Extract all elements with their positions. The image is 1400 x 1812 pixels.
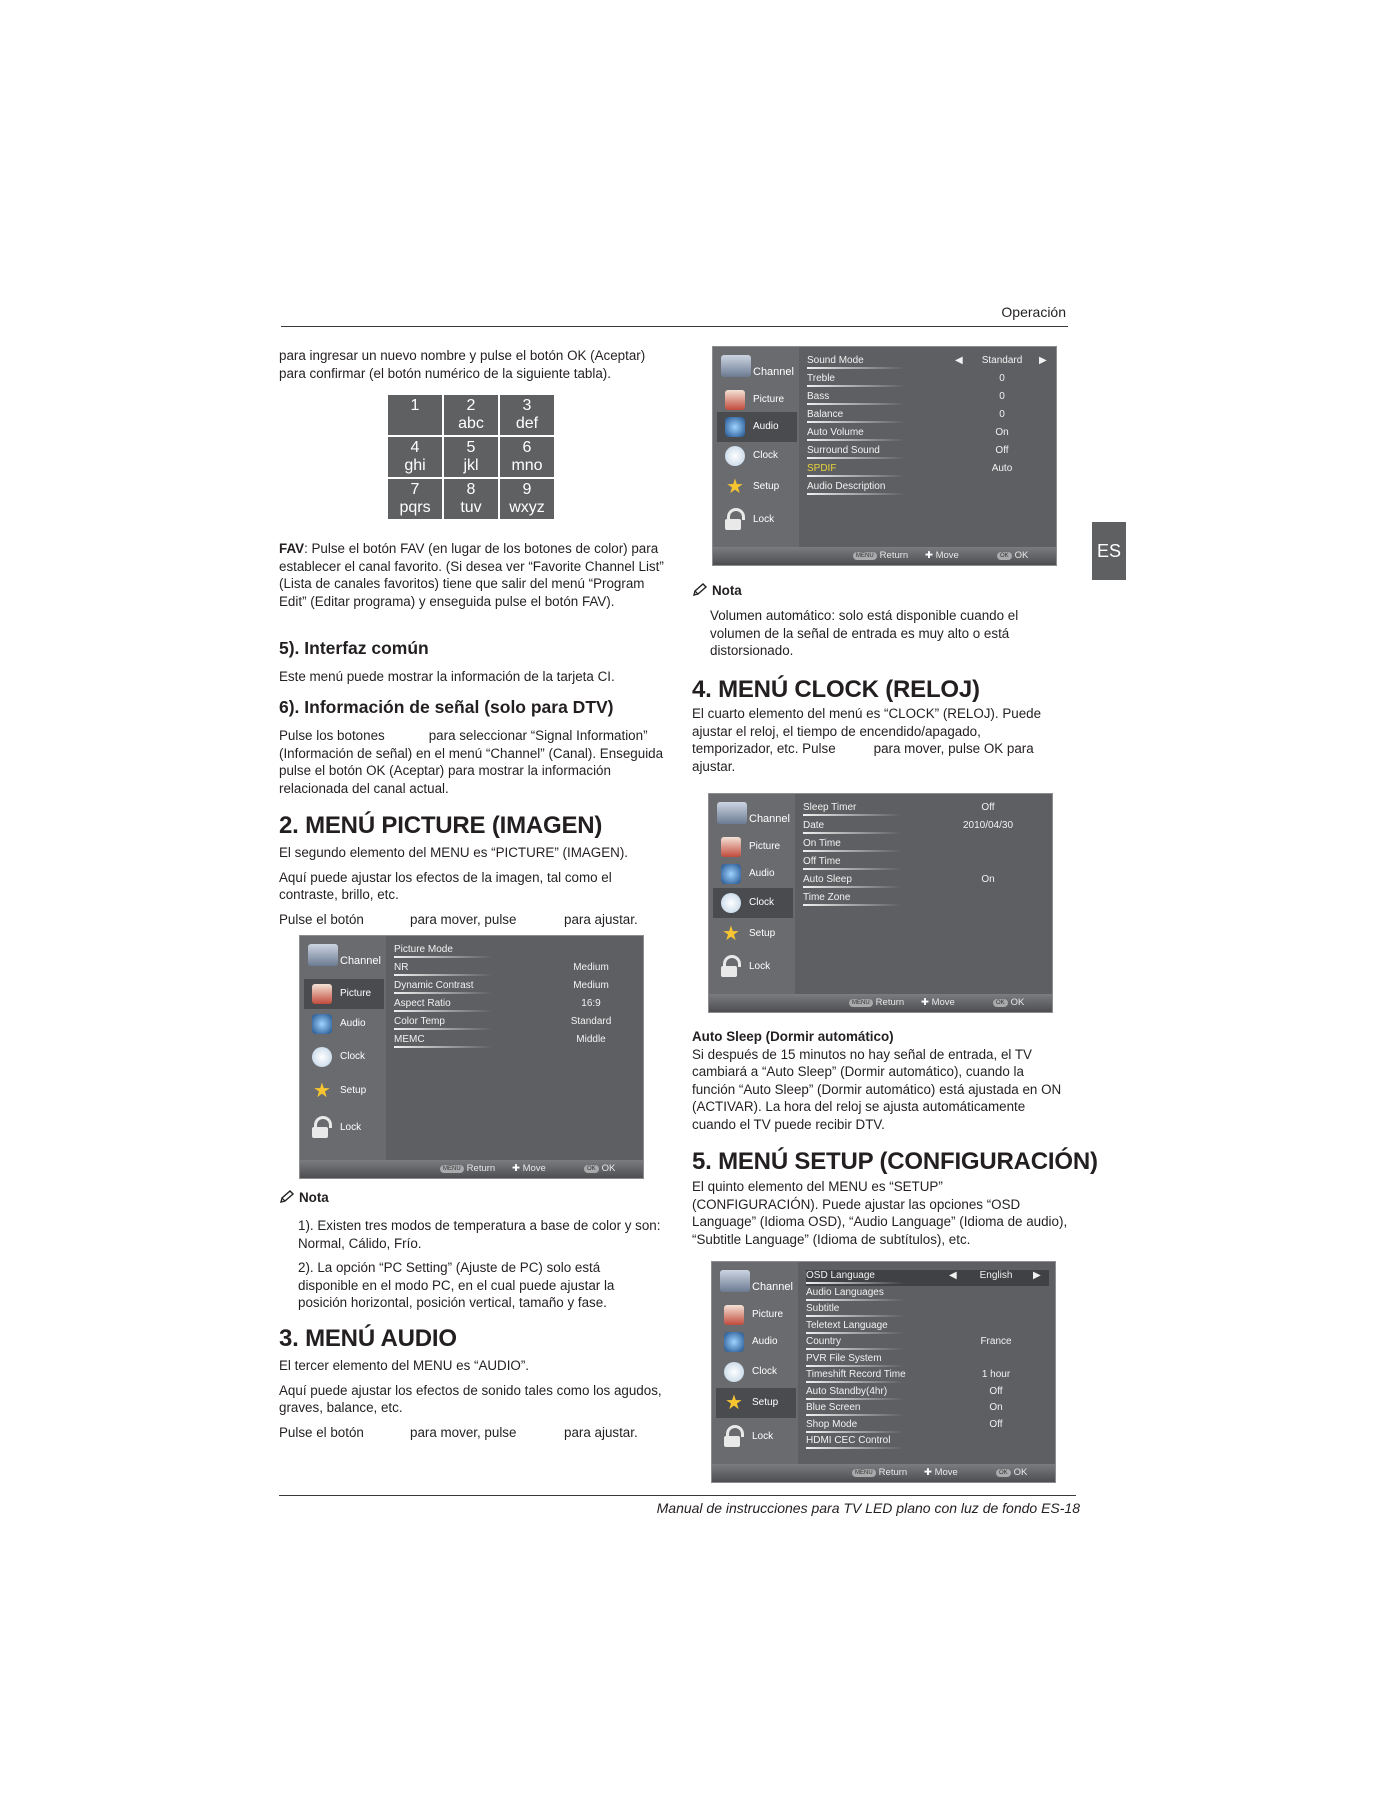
tv-sidebar-item-clock[interactable]: Clock: [716, 1357, 796, 1387]
channel-icon: [721, 355, 751, 377]
tv-menu-row-underline: [803, 868, 901, 870]
tv-menu-row-label: Timeshift Record Time: [806, 1369, 906, 1380]
tv-menu-row-label: NR: [394, 962, 409, 973]
tv-sidebar-item-setup[interactable]: ★ Setup: [726, 475, 780, 498]
page-header-title: Operación: [1001, 304, 1066, 320]
keypad-key-8: 8 tuv: [444, 479, 498, 519]
channel-icon: [308, 944, 338, 966]
keypad-key-4: 4 ghi: [388, 437, 442, 477]
tv-menu-row[interactable]: [806, 1386, 1049, 1402]
fav-section: [279, 540, 664, 617]
picture-icon: [724, 1305, 744, 1325]
tv-menu-row[interactable]: [806, 1320, 1049, 1336]
tv-menu-row-label: Off Time: [803, 856, 841, 867]
tv-menu-row[interactable]: [807, 409, 1050, 425]
tv-menu-row[interactable]: [806, 1353, 1049, 1369]
tv-menu-row-underline: [806, 1414, 904, 1416]
tv-sidebar-item-lock[interactable]: Lock: [713, 952, 793, 982]
tv-menu-panel: [386, 936, 643, 1160]
lock-icon: [723, 955, 741, 967]
tv-menu-row[interactable]: [806, 1270, 1049, 1286]
tv-sidebar-item-setup[interactable]: ★ Setup: [722, 922, 776, 945]
tv-footer-move[interactable]: ✚ Move: [924, 1467, 958, 1478]
audio-icon: [312, 1014, 332, 1034]
tv-menu-row-label: SPDIF: [807, 463, 837, 474]
audio-text-3: Pulse el botón para mover, pulse para ajustar.: [279, 1424, 638, 1440]
tv-menu-row-label: MEMC: [394, 1034, 425, 1045]
tv-footer-ok[interactable]: OK OK: [996, 1467, 1027, 1478]
tv-menu-row-label: Aspect Ratio: [394, 998, 451, 1009]
tv-menu-row[interactable]: [807, 445, 1050, 461]
heading-clock-menu: 4. MENÚ CLOCK (RELOJ): [692, 676, 980, 703]
tv-menu-row-underline: [806, 1381, 904, 1383]
picture-icon: [721, 837, 741, 857]
tv-menu-row-value: On: [981, 874, 995, 885]
audio-text-2: Aquí puede ajustar los efectos de sonido tales como los agudos, graves, balance, etc.: [279, 1382, 662, 1415]
tv-menu-row-underline: [394, 1010, 492, 1012]
language-tab: ES: [1092, 522, 1126, 580]
tv-sidebar-item-lock[interactable]: Lock: [717, 505, 797, 535]
tv-menu-row-label: Subtitle: [806, 1303, 840, 1314]
tv-menu-row[interactable]: [807, 463, 1050, 479]
tv-sidebar-item-audio[interactable]: Audio: [716, 1327, 796, 1357]
tv-menu-row[interactable]: [394, 962, 637, 978]
setup-star-icon: ★: [722, 922, 740, 945]
clock-icon: [724, 1362, 744, 1382]
keypad-key-5: 5 jkl: [444, 437, 498, 477]
tv-menu-row[interactable]: [807, 481, 1050, 497]
tv-footer-bar: [709, 994, 1052, 1012]
tv-menu-row-underline: [807, 457, 905, 459]
tv-footer-move[interactable]: ✚ Move: [512, 1163, 546, 1174]
left-column: [279, 347, 664, 389]
tv-menu-row-label: Sleep Timer: [803, 802, 857, 813]
tv-menu-row-underline: [807, 439, 905, 441]
tv-menu-row-underline: [807, 367, 905, 369]
tv-menu-row-value: 0: [999, 409, 1005, 420]
keypad-key-9: 9 wxyz: [500, 479, 554, 519]
tv-menu-row-value: On: [989, 1402, 1003, 1413]
move-cross-icon: ✚: [512, 1163, 523, 1174]
tv-footer-ok[interactable]: OK OK: [584, 1163, 615, 1174]
right-arrow-icon[interactable]: ▶: [1033, 1270, 1041, 1281]
audio-icon: [724, 1332, 744, 1352]
picture-text-3: Pulse el botón para mover, pulse para ajustar.: [279, 911, 638, 927]
tv-menu-row-label: Audio Description: [807, 481, 886, 492]
keypad-key-2: 2 abc: [444, 395, 498, 435]
tv-menu-row-underline: [803, 814, 901, 816]
tv-menu-row[interactable]: [803, 874, 1046, 890]
note-item-1: 1). Existen tres modos de temperatura a base de color y son: Normal, Cálido, Frío.: [298, 1218, 661, 1251]
numeric-keypad: [388, 395, 554, 519]
tv-menu-row-label: Surround Sound: [807, 445, 880, 456]
header-rule: [281, 326, 1068, 327]
tv-menu-picture: [299, 935, 644, 1179]
clock-icon: [725, 446, 745, 466]
tv-sidebar: [300, 936, 386, 1160]
fav-label: FAV: [279, 541, 305, 556]
note-item-2: 2). La opción “PC Setting” (Ajuste de PC) solo está disponible en el modo PC, en el cual puede ajustar la posición horizontal, posición vertical, tamaño y fase.: [298, 1260, 615, 1310]
tv-menu-row-value: English: [979, 1270, 1013, 1281]
pencil-icon: [279, 1190, 295, 1204]
tv-menu-row-label: Auto Sleep: [803, 874, 852, 885]
setup-star-icon: ★: [313, 1079, 331, 1102]
tv-menu-row-underline: [394, 956, 492, 958]
tv-menu-row[interactable]: [806, 1402, 1049, 1418]
left-arrow-icon[interactable]: ◀: [955, 355, 963, 366]
tv-menu-row-underline: [394, 1028, 492, 1030]
tv-menu-panel: [795, 794, 1052, 994]
tv-menu-row-label: Bass: [807, 391, 830, 402]
tv-menu-row[interactable]: [806, 1303, 1049, 1319]
interfaz-text: Este menú puede mostrar la información de la tarjeta CI.: [279, 669, 615, 684]
tv-sidebar-item-audio[interactable]: Audio: [304, 1009, 384, 1039]
tv-menu-row[interactable]: [394, 944, 637, 960]
tv-menu-row-value: Standard: [570, 1016, 612, 1027]
tv-menu-row-value: 2010/04/30: [962, 820, 1014, 831]
tv-menu-row[interactable]: [807, 373, 1050, 389]
tv-menu-row-value: Auto: [991, 463, 1013, 474]
tv-footer-ok[interactable]: OK OK: [997, 550, 1028, 561]
tv-sidebar-item-clock[interactable]: Clock: [304, 1042, 384, 1072]
tv-menu-panel: [799, 347, 1056, 547]
tv-menu-row-value: Off: [989, 1418, 1003, 1430]
tv-menu-setup: [711, 1261, 1056, 1483]
tv-menu-row-label: On Time: [803, 838, 841, 849]
keypad-key-1: 1: [388, 395, 442, 435]
tv-footer-move[interactable]: ✚ Move: [925, 550, 959, 561]
tv-menu-row[interactable]: [803, 802, 1046, 818]
channel-icon: [720, 1270, 750, 1292]
tv-sidebar-item-picture[interactable]: Picture: [716, 1300, 796, 1330]
audio-icon: [721, 864, 741, 884]
autosleep-text: Si después de 15 minutos no hay señal de entrada, el TV cambiará a “Auto Sleep” (Dormir automático), cuando la función “Auto Sleep” (Dormir automático) está ajustada en ON (ACTIVAR). La hora del reloj se ajusta automáticamente cuando el TV puede recibir DTV.: [692, 1046, 1062, 1132]
tv-sidebar-item-audio[interactable]: Audio: [713, 859, 793, 889]
heading-audio-menu: 3. MENÚ AUDIO: [279, 1325, 457, 1352]
tv-sidebar-item-setup[interactable]: ★ Setup: [313, 1079, 367, 1102]
tv-menu-row[interactable]: [806, 1287, 1049, 1303]
picture-icon: [725, 390, 745, 410]
tv-menu-row[interactable]: [807, 391, 1050, 407]
channel-icon: [717, 802, 747, 824]
tv-menu-row-label: Time Zone: [803, 892, 851, 903]
picture-icon: [312, 984, 332, 1004]
tv-menu-row-underline: [803, 886, 901, 888]
tv-menu-clock: [708, 793, 1053, 1013]
tv-menu-row-value: 1 hour: [981, 1369, 1011, 1380]
tv-menu-row-value: France: [980, 1336, 1012, 1347]
tv-menu-row[interactable]: [806, 1336, 1049, 1352]
tv-sidebar: [709, 794, 795, 994]
tv-menu-row[interactable]: [394, 980, 637, 996]
tv-menu-row-label: Auto Volume: [807, 427, 864, 438]
tv-sidebar-item-setup[interactable]: ★ Setup: [716, 1388, 796, 1418]
picture-text-1: El segundo elemento del MENU es “PICTURE” (IMAGEN).: [279, 845, 629, 860]
tv-sidebar-item-channel[interactable]: Channel: [304, 942, 384, 972]
tv-footer-move[interactable]: ✚ Move: [921, 997, 955, 1008]
keypad-key-7: 7 pqrs: [388, 479, 442, 519]
tv-menu-row-label: HDMI CEC Control: [806, 1435, 891, 1446]
tv-footer-bar: [712, 1464, 1055, 1482]
intro-text: para ingresar un nuevo nombre y pulse el botón OK (Aceptar) para confirmar (el botón numérico de la siguiente tabla).: [279, 348, 646, 381]
tv-menu-row-value: Medium: [573, 962, 609, 973]
tv-menu-row[interactable]: [803, 856, 1046, 872]
keypad-key-3: 3 def: [500, 395, 554, 435]
tv-menu-row-underline: [394, 992, 492, 994]
tv-sidebar-item-picture[interactable]: Picture: [713, 832, 793, 862]
tv-menu-row-label: Audio Languages: [806, 1286, 884, 1298]
tv-sidebar-item-channel[interactable]: Channel: [716, 1268, 796, 1298]
heading-interfaz: 5). Interfaz común: [279, 638, 429, 658]
tv-menu-row-value: Standard: [981, 355, 1023, 366]
tv-menu-row-value: Medium: [573, 980, 609, 991]
tv-sidebar: [712, 1262, 798, 1464]
tv-menu-row[interactable]: [807, 427, 1050, 443]
clock-icon: [721, 893, 741, 913]
tv-sidebar-item-channel[interactable]: Channel: [717, 353, 797, 383]
lock-icon: [726, 1425, 744, 1437]
tv-sidebar-item-audio[interactable]: Audio: [717, 412, 797, 442]
setup-text: El quinto elemento del MENU es “SETUP” (CONFIGURACIÓN). Puede ajustar las opciones “OSD Language” (Idioma OSD), “Audio Language” (Idioma de audio), “Subtitle Language” (Idioma de subtítulos), etc.: [692, 1179, 1068, 1247]
tv-menu-row-label: Teletext Language: [806, 1319, 888, 1331]
lock-icon: [314, 1116, 332, 1128]
pencil-icon: [692, 583, 708, 597]
tv-menu-row-label: Picture Mode: [394, 944, 453, 955]
heading-senal: 6). Información de señal (solo para DTV): [279, 697, 614, 717]
tv-menu-row-label: Sound Mode: [807, 355, 864, 366]
tv-footer-bar: [713, 547, 1056, 565]
tv-menu-row-underline: [806, 1365, 904, 1367]
tv-menu-row[interactable]: [803, 820, 1046, 836]
tv-menu-row-underline: [394, 974, 492, 976]
tv-menu-row[interactable]: [803, 892, 1046, 908]
move-cross-icon: ✚: [924, 1467, 935, 1478]
tv-menu-row-underline: [807, 475, 905, 477]
setup-star-icon: ★: [726, 475, 744, 498]
lock-icon: [727, 508, 745, 520]
note-auto-volume: Volumen automático: solo está disponible cuando el volumen de la señal de entrada es muy alto o está distorsionado.: [710, 608, 1019, 658]
keypad-key-6: 6 mno: [500, 437, 554, 477]
tv-footer-return[interactable]: MENU Return: [440, 1163, 495, 1174]
move-cross-icon: ✚: [925, 550, 936, 561]
setup-star-icon: ★: [725, 1392, 743, 1414]
tv-menu-row-underline: [806, 1398, 904, 1400]
tv-menu-row-underline: [806, 1447, 904, 1449]
footer-text: Manual de instrucciones para TV LED plano con luz de fondo ES-18: [656, 1500, 1080, 1516]
tv-sidebar-item-picture[interactable]: Picture: [717, 385, 797, 415]
clock-text: El cuarto elemento del menú es “CLOCK” (RELOJ). Puede ajustar el reloj, el tiempo de encendido/apagado, temporizador, etc. Pulse para mover, pulse OK para ajustar.: [692, 706, 1042, 774]
audio-text-1: El tercer elemento del MENU es “AUDIO”.: [279, 1358, 530, 1373]
tv-menu-row-value: 16:9: [581, 998, 601, 1009]
note-heading: Nota: [279, 1190, 329, 1205]
tv-menu-row-underline: [803, 850, 901, 852]
autosleep-heading: Auto Sleep (Dormir automático): [692, 1029, 894, 1044]
picture-text-2: Aquí puede ajustar los efectos de la imagen, tal como el contraste, brillo, etc.: [279, 869, 612, 902]
tv-menu-audio: [712, 346, 1057, 566]
heading-picture-menu: 2. MENÚ PICTURE (IMAGEN): [279, 812, 603, 839]
move-cross-icon: ✚: [921, 997, 932, 1008]
tv-sidebar-item-lock[interactable]: Lock: [716, 1422, 796, 1452]
footer-rule: [279, 1495, 1076, 1496]
tv-menu-row-label: Treble: [807, 373, 835, 384]
tv-menu-row[interactable]: [394, 998, 637, 1014]
clock-icon: [312, 1047, 332, 1067]
tv-sidebar-item-clock[interactable]: Clock: [717, 441, 797, 471]
tv-menu-row-label: OSD Language: [806, 1270, 875, 1281]
tv-menu-row-label: Dynamic Contrast: [394, 980, 474, 991]
tv-sidebar-item-picture[interactable]: Picture: [304, 979, 384, 1009]
tv-menu-row-label: Color Temp: [394, 1016, 445, 1027]
heading-setup-menu: 5. MENÚ SETUP (CONFIGURACIÓN): [692, 1148, 1098, 1175]
tv-menu-row[interactable]: [394, 1016, 637, 1032]
tv-menu-row-value: Middle: [576, 1034, 606, 1045]
tv-menu-row-underline: [803, 832, 901, 834]
tv-menu-row-label: Balance: [807, 409, 844, 420]
tv-footer-ok[interactable]: OK OK: [993, 997, 1024, 1008]
tv-menu-row-underline: [806, 1332, 904, 1334]
tv-menu-row-underline: [806, 1299, 904, 1301]
tv-menu-row[interactable]: [806, 1419, 1049, 1435]
tv-footer-return[interactable]: MENU Return: [852, 1467, 907, 1478]
tv-menu-row-value: 0: [999, 391, 1005, 402]
tv-menu-row[interactable]: [806, 1435, 1049, 1451]
tv-menu-row-underline: [806, 1282, 904, 1284]
tv-menu-row-label: Date: [803, 820, 825, 831]
senal-text: Pulse los botones para seleccionar “Signal Information” (Información de señal) en el menú “Channel” (Canal). Enseguida pulse el botón OK (Aceptar) para mostrar la información relacionada del canal actual.: [279, 728, 664, 796]
tv-menu-row-label: Blue Screen: [806, 1402, 861, 1413]
tv-menu-row[interactable]: [806, 1369, 1049, 1385]
tv-menu-row-value: Off: [995, 445, 1009, 456]
tv-menu-row-underline: [803, 904, 901, 906]
tv-menu-row-label: Shop Mode: [806, 1418, 858, 1430]
tv-menu-row-underline: [807, 403, 905, 405]
tv-menu-row-value: Off: [989, 1385, 1003, 1397]
note-heading-right: Nota: [692, 583, 742, 598]
tv-sidebar: [713, 347, 799, 547]
tv-footer-bar: [300, 1160, 643, 1178]
right-arrow-icon[interactable]: ▶: [1039, 355, 1047, 366]
tv-menu-row-value: Off: [981, 802, 995, 813]
tv-menu-row-underline: [807, 421, 905, 423]
tv-menu-row-underline: [806, 1315, 904, 1317]
tv-sidebar-item-channel[interactable]: Channel: [713, 800, 793, 830]
tv-footer-return[interactable]: MENU Return: [849, 997, 904, 1008]
tv-menu-row-value: On: [995, 427, 1009, 438]
tv-menu-row-underline: [806, 1348, 904, 1350]
tv-menu-row-value: 0: [999, 373, 1005, 384]
tv-menu-row-underline: [394, 1046, 492, 1048]
tv-menu-row-label: Country: [806, 1336, 842, 1347]
audio-icon: [725, 417, 745, 437]
tv-footer-return[interactable]: MENU Return: [853, 550, 908, 561]
tv-sidebar-item-clock[interactable]: Clock: [713, 888, 793, 918]
left-arrow-icon[interactable]: ◀: [949, 1270, 957, 1281]
tv-menu-panel: [798, 1262, 1055, 1464]
tv-sidebar-item-lock[interactable]: Lock: [304, 1113, 384, 1143]
tv-menu-row[interactable]: [807, 355, 1050, 371]
tv-menu-row-underline: [807, 385, 905, 387]
tv-menu-row-underline: [806, 1431, 904, 1433]
tv-menu-row-label: PVR File System: [806, 1352, 882, 1364]
tv-menu-row-underline: [807, 493, 905, 495]
tv-menu-row[interactable]: [803, 838, 1046, 854]
tv-menu-row-label: Auto Standby(4hr): [806, 1385, 888, 1397]
fav-text: : Pulse el botón FAV (en lugar de los botones de color) para establecer el canal favorito. (Si desea ver “Favorite Channel List” (Lista de canales favoritos) tiene que salir del menú “Program Edit” (Editar programa) y enseguida pulse el botón FAV).: [279, 541, 664, 609]
tv-menu-row[interactable]: [394, 1034, 637, 1050]
